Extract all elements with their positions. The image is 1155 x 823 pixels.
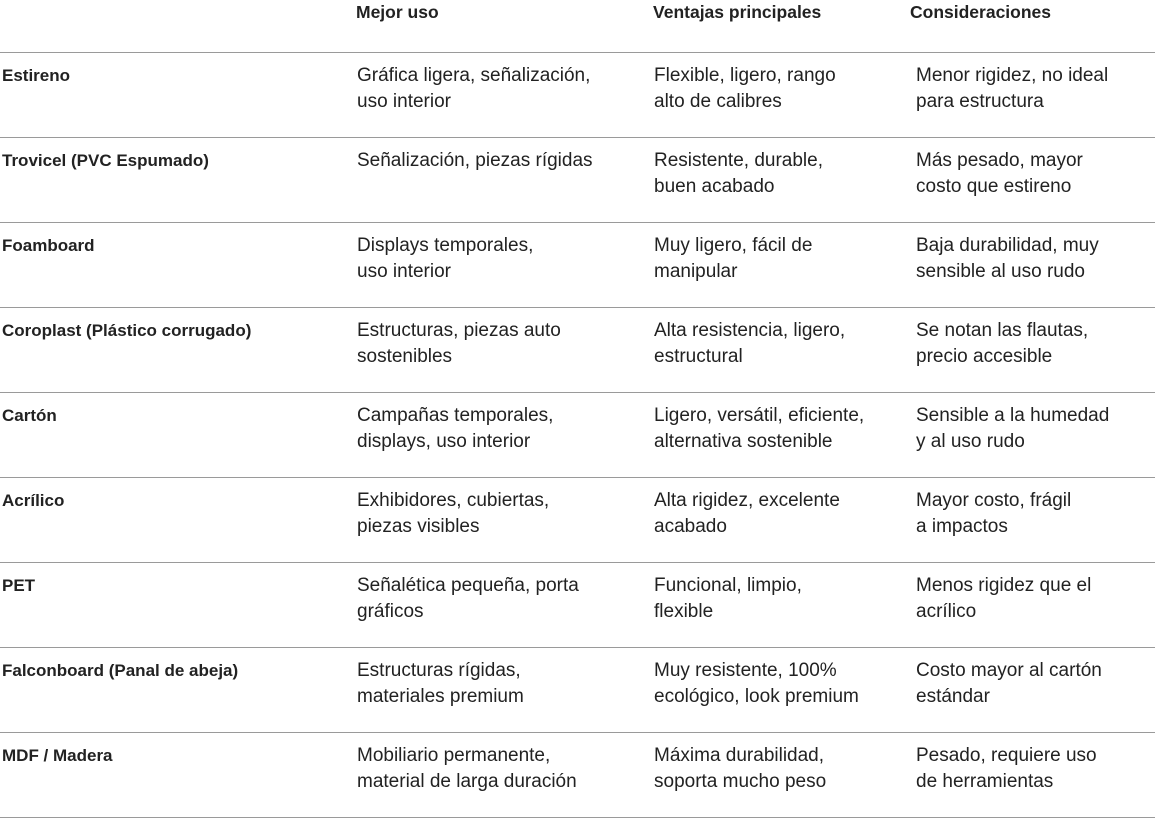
cell-line: Baja durabilidad, muy <box>916 235 1099 256</box>
considerations-cell <box>916 318 1152 370</box>
cell-line: Señalética pequeña, porta <box>357 575 579 596</box>
cell-line: material de larga duración <box>357 771 577 792</box>
cell-line: Flexible, ligero, rango <box>654 65 836 86</box>
cell-line: Campañas temporales, <box>357 405 554 426</box>
material-name: Coroplast (Plástico corrugado) <box>2 321 252 340</box>
cell-line: Muy ligero, fácil de <box>654 235 813 256</box>
cell-line: precio accesible <box>916 346 1053 367</box>
table-row <box>0 223 1155 307</box>
advantages-cell <box>654 488 904 540</box>
cell-line: manipular <box>654 261 738 282</box>
cell-line: Estructuras rígidas, <box>357 660 521 681</box>
best-use-cell <box>357 148 647 174</box>
cell-line: uso interior <box>357 91 451 112</box>
cell-line: Costo mayor al cartón <box>916 660 1102 681</box>
considerations-cell <box>916 403 1152 455</box>
advantages-cell <box>654 743 904 795</box>
advantages-cell <box>654 148 904 200</box>
cell-line: Alta resistencia, ligero, <box>654 320 846 341</box>
cell-line: estándar <box>916 686 990 707</box>
best-use-cell <box>357 403 647 455</box>
cell-line: sostenibles <box>357 346 453 367</box>
cell-line: acrílico <box>916 601 977 622</box>
cell-line: Se notan las flautas, <box>916 320 1089 341</box>
considerations-cell <box>916 743 1152 795</box>
material-name: Falconboard (Panal de abeja) <box>2 661 239 680</box>
cell-line: estructural <box>654 346 743 367</box>
cell-line: Alta rigidez, excelente <box>654 490 840 511</box>
material-name: Trovicel (PVC Espumado) <box>2 151 209 170</box>
table-row <box>0 733 1155 817</box>
cell-line: Exhibidores, cubiertas, <box>357 490 550 511</box>
cell-line: displays, uso interior <box>357 431 531 452</box>
cell-line: costo que estireno <box>916 176 1072 197</box>
advantages-cell <box>654 233 904 285</box>
cell-line: soporta mucho peso <box>654 771 827 792</box>
cell-line: Resistente, durable, <box>654 150 823 171</box>
cell-line: acabado <box>654 516 727 537</box>
considerations-cell <box>916 573 1152 625</box>
best-use-cell <box>357 573 647 625</box>
best-use-cell <box>357 63 647 115</box>
table-row <box>0 53 1155 137</box>
material-name: Estireno <box>2 66 71 85</box>
cell-line: piezas visibles <box>357 516 480 537</box>
cell-line: Máxima durabilidad, <box>654 745 825 766</box>
table-row <box>0 393 1155 477</box>
table-row <box>0 648 1155 732</box>
best-use-cell <box>357 318 647 370</box>
material-name: Acrílico <box>2 491 65 510</box>
table-row <box>0 478 1155 562</box>
cell-line: Ligero, versátil, eficiente, <box>654 405 865 426</box>
material-name: Foamboard <box>2 236 95 255</box>
best-use-cell <box>357 743 647 795</box>
cell-line: uso interior <box>357 261 451 282</box>
cell-line: Mayor costo, frágil <box>916 490 1072 511</box>
considerations-cell <box>916 488 1152 540</box>
cell-line: Pesado, requiere uso <box>916 745 1097 766</box>
header-considerations: Consideraciones <box>910 2 1052 22</box>
cell-line: Sensible a la humedad <box>916 405 1110 426</box>
advantages-cell <box>654 63 904 115</box>
row-divider <box>0 817 1155 818</box>
cell-line: Menos rigidez que el <box>916 575 1092 596</box>
cell-line: Muy resistente, 100% <box>654 660 837 681</box>
cell-line: ecológico, look premium <box>654 686 859 707</box>
cell-line: Menor rigidez, no ideal <box>916 65 1109 86</box>
considerations-cell <box>916 148 1152 200</box>
cell-line: y al uso rudo <box>916 431 1025 452</box>
cell-line: alto de calibres <box>654 91 782 112</box>
table-row <box>0 308 1155 392</box>
cell-line: Funcional, limpio, <box>654 575 802 596</box>
cell-line: alternativa sostenible <box>654 431 833 452</box>
advantages-cell <box>654 658 904 710</box>
cell-line: Displays temporales, <box>357 235 534 256</box>
cell-line: de herramientas <box>916 771 1054 792</box>
cell-line: gráficos <box>357 601 424 622</box>
best-use-cell <box>357 233 647 285</box>
cell-line: Mobiliario permanente, <box>357 745 551 766</box>
considerations-cell <box>916 658 1152 710</box>
best-use-cell <box>357 488 647 540</box>
cell-line: Gráfica ligera, señalización, <box>357 65 591 86</box>
cell-line: sensible al uso rudo <box>916 261 1085 282</box>
advantages-cell <box>654 403 904 455</box>
cell-line: Más pesado, mayor <box>916 150 1083 171</box>
table-row <box>0 563 1155 647</box>
best-use-cell <box>357 658 647 710</box>
table-header-row <box>0 0 1155 52</box>
header-main-advantages: Ventajas principales <box>653 2 822 22</box>
considerations-cell <box>916 233 1152 285</box>
material-name: MDF / Madera <box>2 746 113 765</box>
advantages-cell <box>654 573 904 625</box>
cell-line: Señalización, piezas rígidas <box>357 150 593 171</box>
cell-line: para estructura <box>916 91 1044 112</box>
cell-line: flexible <box>654 601 714 622</box>
cell-line: materiales premium <box>357 686 524 707</box>
table-row <box>0 138 1155 222</box>
header-best-use: Mejor uso <box>356 2 439 22</box>
cell-line: Estructuras, piezas auto <box>357 320 561 341</box>
cell-line: buen acabado <box>654 176 775 197</box>
advantages-cell <box>654 318 904 370</box>
material-name: Cartón <box>2 406 57 425</box>
material-name: PET <box>2 576 36 595</box>
considerations-cell <box>916 63 1152 115</box>
cell-line: a impactos <box>916 516 1008 537</box>
